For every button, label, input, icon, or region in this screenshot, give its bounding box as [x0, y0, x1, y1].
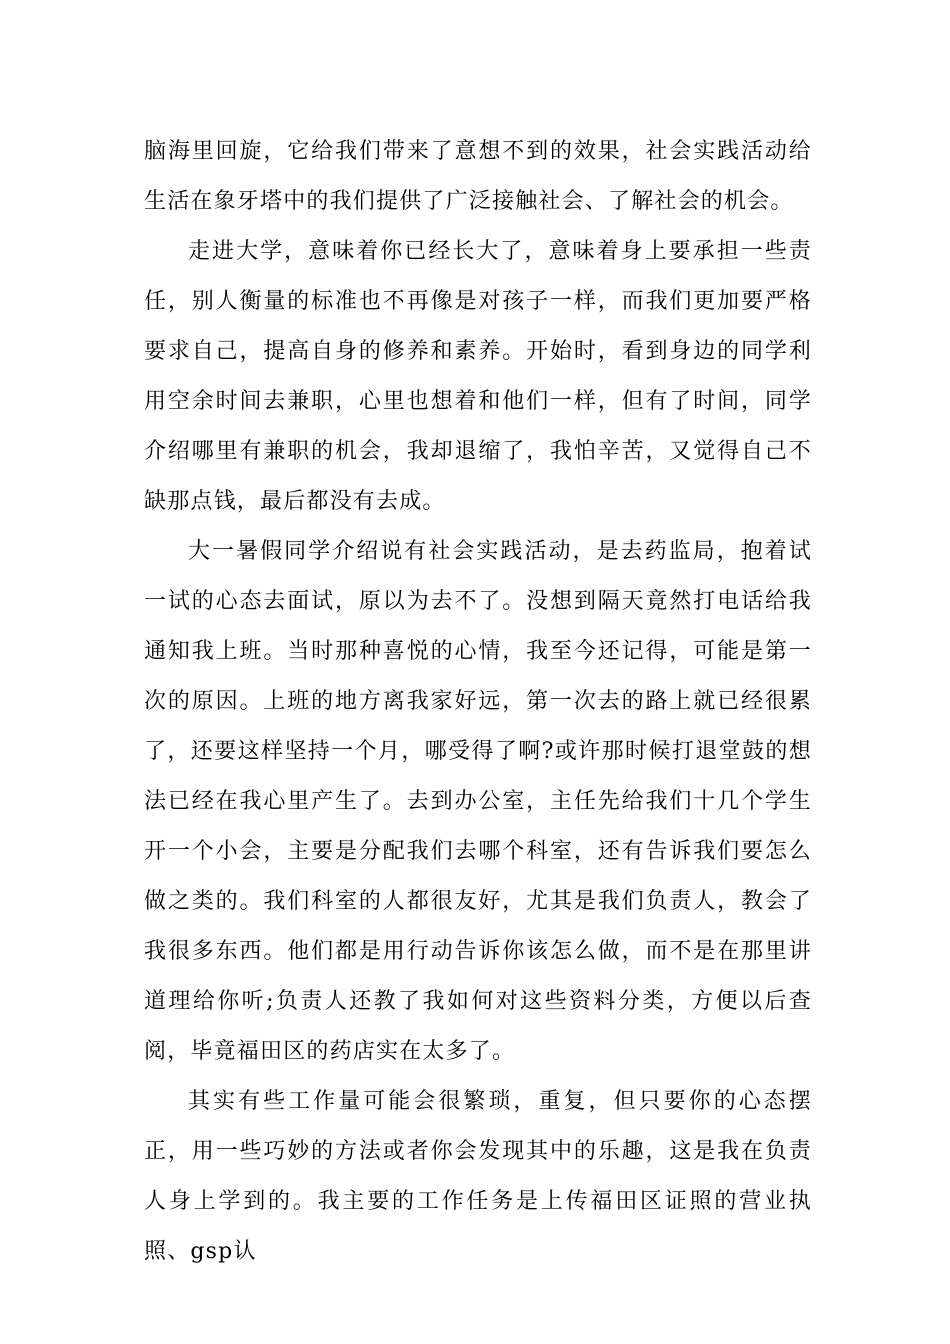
paragraph: 走进大学，意味着你已经长大了，意味着身上要承担一些责任，别人衡量的标准也不再像是对孩子一样，而我们更加要严格要求自己，提高自身的修养和素养。开始时，看到身边的同学利用空余时间去兼职，心里也想着和他们一样，但有了时间，同学介绍哪里有兼职的机会，我却退缩了，我怕辛苦，又觉得自己不缺那点钱，最后都没有去成。 — [144, 239, 812, 514]
document-body — [144, 127, 812, 1277]
paragraph: 其实有些工作量可能会很繁琐，重复，但只要你的心态摆正，用一些巧妙的方法或者你会发现其中的乐趣，这是我在负责人身上学到的。我主要的工作任务是上传福田区证照的营业执照、gsp认 — [144, 1089, 812, 1264]
paragraph: 大一暑假同学介绍说有社会实践活动，是去药监局，抱着试一试的心态去面试，原以为去不了。没想到隔天竟然打电话给我通知我上班。当时那种喜悦的心情，我至今还记得，可能是第一次的原因。上班的地方离我家好远，第一次去的路上就已经很累了，还要这样坚持一个月，哪受得了啊?或许那时候打退堂鼓的想法已经在我心里产生了。去到办公室，主任先给我们十几个学生开一个小会，主要是分配我们去哪个科室，还有告诉我们要怎么做之类的。我们科室的人都很友好，尤其是我们负责人，教会了我很多东西。他们都是用行动告诉你该怎么做，而不是在那里讲道理给你听;负责人还教了我如何对这些资料分类，方便以后查阅，毕竟福田区的药店实在太多了。 — [144, 539, 812, 1064]
paragraph-continued: 脑海里回旋，它给我们带来了意想不到的效果，社会实践活动给生活在象牙塔中的我们提供了广泛接触社会、了解社会的机会。 — [144, 139, 812, 214]
